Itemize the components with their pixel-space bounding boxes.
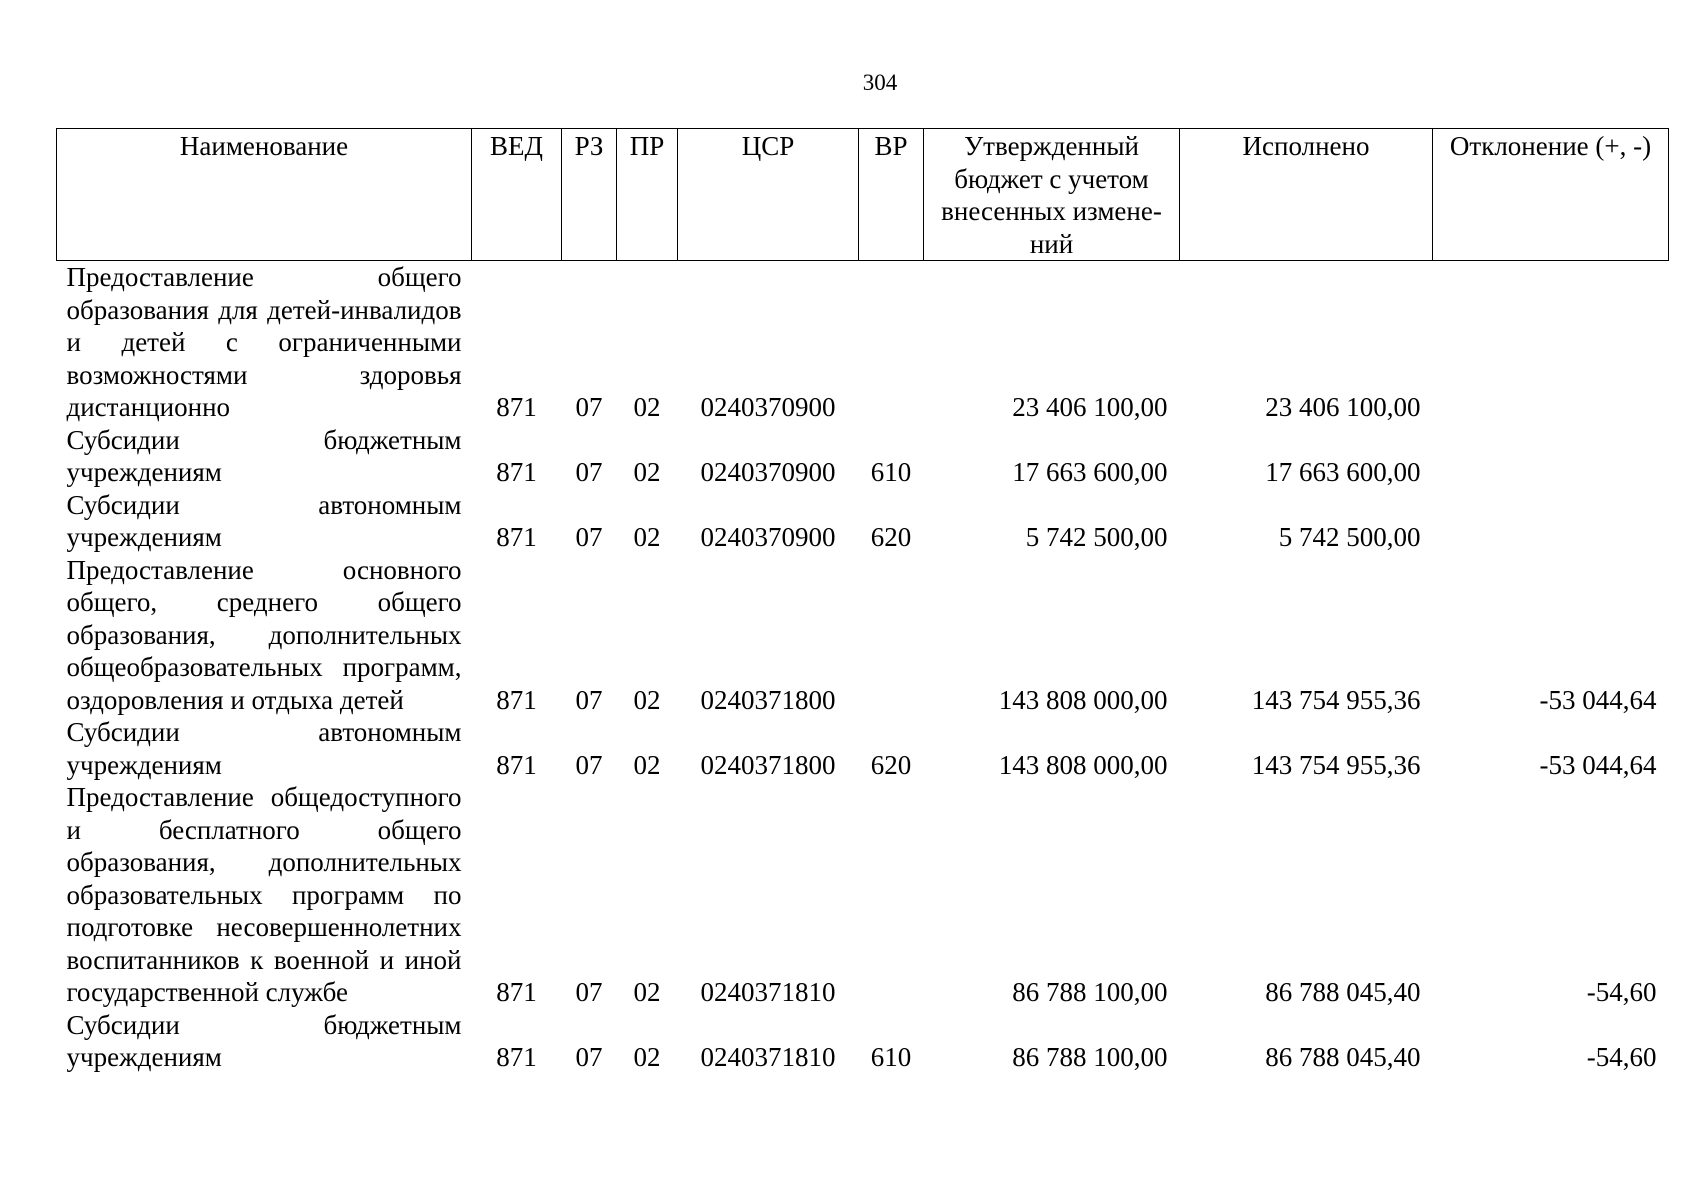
- row-executed: 17 663 600,00: [1265, 457, 1421, 487]
- row-executed: 143 754 955,36: [1251, 684, 1421, 715]
- row-vr: [859, 781, 924, 1009]
- row-csr: 0240370900: [700, 392, 836, 422]
- row-name: Субсидии автономным учреждениям: [66, 717, 462, 780]
- header-deviation: Отклонение (+, -): [1433, 129, 1669, 261]
- row-csr: 0240371800: [700, 684, 836, 715]
- row-approved: 86 788 100,00: [1012, 1042, 1168, 1072]
- row-deviation: [1433, 424, 1669, 489]
- row-rz: 07: [575, 392, 603, 422]
- table-row: [57, 781, 1669, 1009]
- row-ved: 871: [496, 684, 537, 715]
- row-rz: 07: [575, 749, 603, 780]
- row-ved: 871: [496, 522, 537, 552]
- row-name: Субсидии бюджетным учреждениям: [66, 424, 462, 487]
- header-name: Наименование: [57, 129, 472, 261]
- row-rz: 07: [575, 977, 603, 1007]
- row-csr: 0240371810: [700, 977, 836, 1007]
- header-executed: Исполнено: [1180, 129, 1433, 261]
- table-row: [57, 261, 1669, 424]
- table-header-row: [57, 129, 1669, 261]
- row-csr: 0240370900: [700, 522, 836, 552]
- row-deviation: -54,60: [1586, 977, 1657, 1007]
- row-executed: 86 788 045,40: [1265, 977, 1421, 1007]
- budget-table: [56, 128, 1669, 1074]
- row-executed: 86 788 045,40: [1265, 1042, 1421, 1072]
- row-vr: 610: [870, 457, 912, 487]
- row-vr: [859, 261, 924, 424]
- row-deviation: [1433, 261, 1669, 424]
- row-pr: 02: [633, 749, 661, 780]
- header-csr: ЦСР: [678, 129, 859, 261]
- row-vr: 610: [870, 1042, 912, 1072]
- table-body: [57, 261, 1669, 1074]
- row-csr: 0240370900: [700, 457, 836, 487]
- row-approved: 143 808 000,00: [998, 749, 1168, 780]
- row-pr: 02: [633, 457, 661, 487]
- header-pr: ПР: [617, 129, 678, 261]
- row-approved: 86 788 100,00: [1012, 977, 1168, 1007]
- row-name: Предоставление общедоступного и бесплатного общего образования, дополнительных образовательных программ по подготовке несовершеннолетних воспитанников к военной и иной государственной службе: [66, 782, 462, 1007]
- row-ved: 871: [496, 749, 537, 780]
- row-pr: 02: [633, 1042, 661, 1072]
- row-rz: 07: [575, 684, 603, 715]
- table-row: [57, 424, 1669, 489]
- page-number: 304: [862, 70, 898, 95]
- table-row: [57, 489, 1669, 554]
- header-approved: Утвержденный бюджет с учетом внесенных измене-ний: [924, 129, 1180, 261]
- header-ved: ВЕД: [472, 129, 562, 261]
- row-pr: 02: [633, 392, 661, 422]
- row-ved: 871: [496, 1042, 537, 1072]
- row-name: Предоставление общего образования для детей-инвалидов и детей с ограниченными возможностями здоровья дистанционно: [66, 262, 462, 422]
- row-vr: 620: [870, 522, 912, 552]
- row-approved: 143 808 000,00: [998, 684, 1168, 715]
- row-ved: 871: [496, 457, 537, 487]
- row-pr: 02: [633, 684, 661, 715]
- row-executed: 5 742 500,00: [1278, 522, 1421, 552]
- header-rz: РЗ: [562, 129, 617, 261]
- row-rz: 07: [575, 522, 603, 552]
- row-vr: [859, 554, 924, 717]
- row-name: Субсидии автономным учреждениям: [66, 489, 462, 552]
- row-executed: 143 754 955,36: [1251, 749, 1421, 780]
- row-ved: 871: [496, 392, 537, 422]
- row-approved: 23 406 100,00: [1012, 392, 1168, 422]
- row-approved: 17 663 600,00: [1012, 457, 1168, 487]
- row-name: Предоставление основного общего, среднего общего образования, дополнительных общеобразовательных программ, оздоровления и отдыха детей: [66, 554, 462, 715]
- row-deviation: [1433, 489, 1669, 554]
- row-deviation: -53 044,64: [1539, 749, 1657, 780]
- table-row: [57, 554, 1669, 717]
- row-csr: 0240371810: [700, 1042, 836, 1072]
- row-vr: 620: [870, 749, 912, 780]
- row-csr: 0240371800: [700, 749, 836, 780]
- table-row: [57, 1009, 1669, 1074]
- row-deviation: -54,60: [1586, 1042, 1657, 1072]
- header-vr: ВР: [859, 129, 924, 261]
- row-deviation: -53 044,64: [1539, 684, 1657, 715]
- row-rz: 07: [575, 1042, 603, 1072]
- row-rz: 07: [575, 457, 603, 487]
- row-pr: 02: [633, 522, 661, 552]
- row-executed: 23 406 100,00: [1265, 392, 1421, 422]
- table-row: [57, 716, 1669, 781]
- row-approved: 5 742 500,00: [1025, 522, 1168, 552]
- row-ved: 871: [496, 977, 537, 1007]
- row-name: Субсидии бюджетным учреждениям: [66, 1009, 462, 1072]
- row-pr: 02: [633, 977, 661, 1007]
